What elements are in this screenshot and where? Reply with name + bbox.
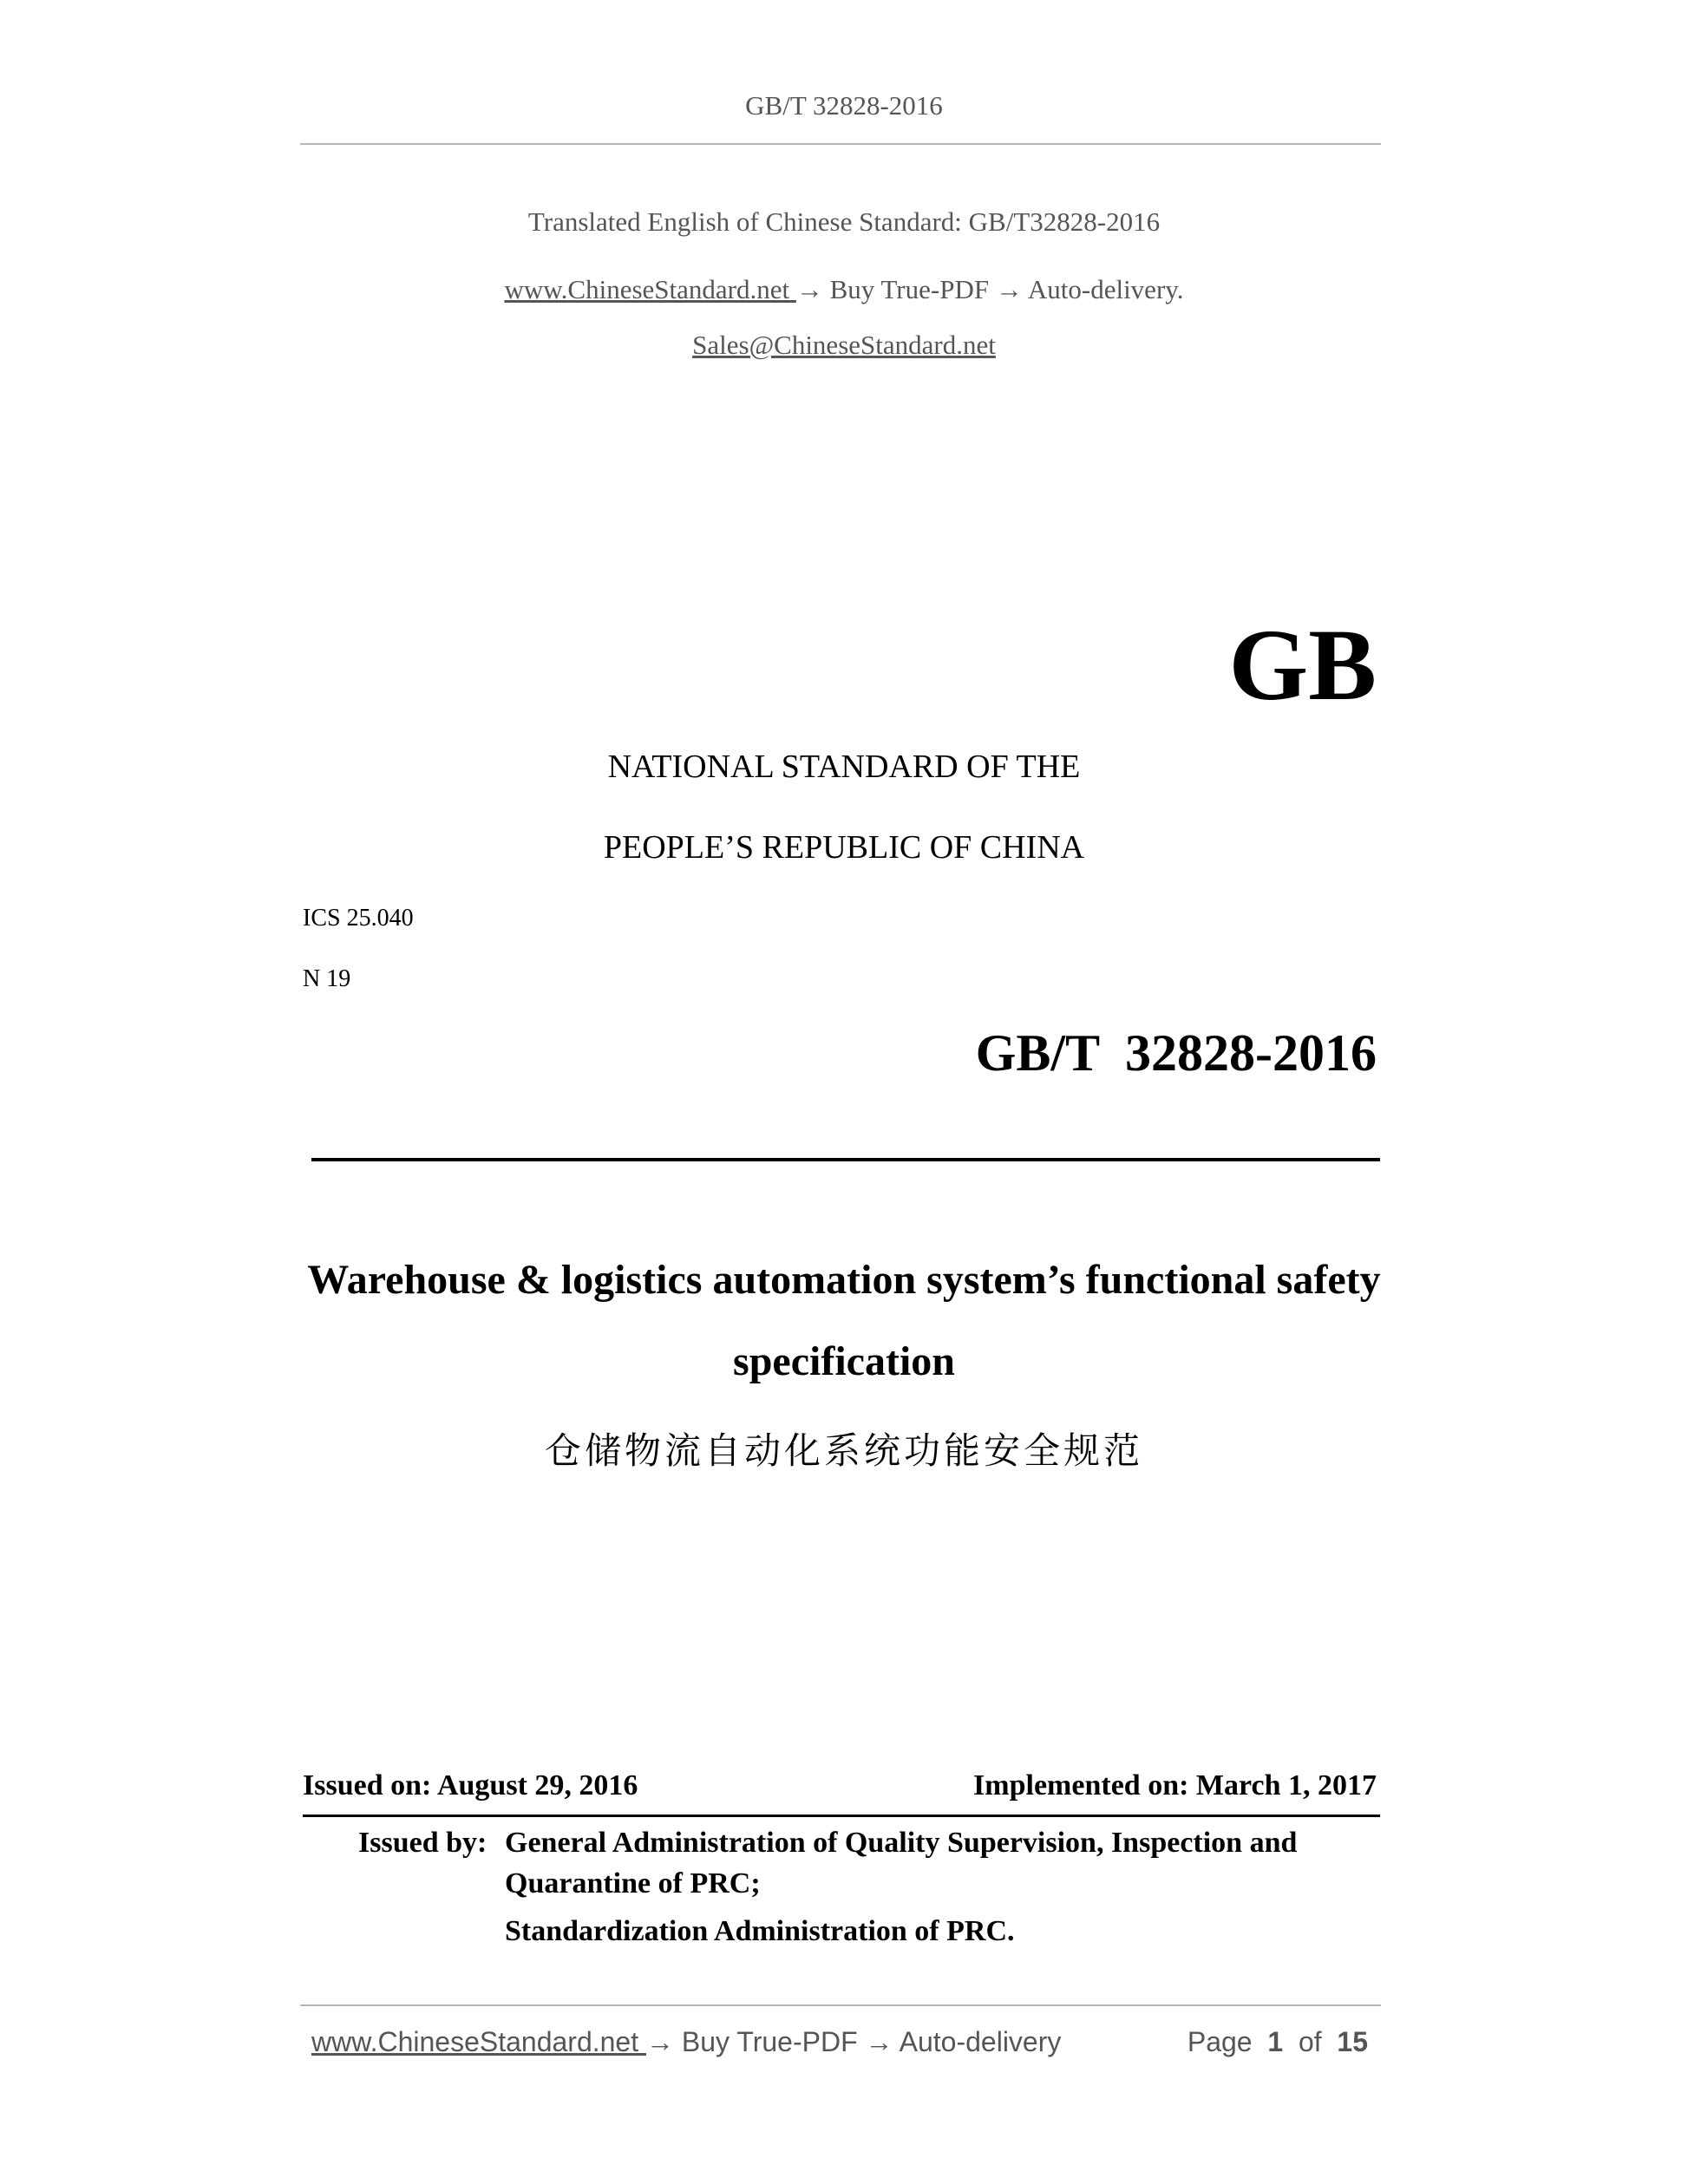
of-label: of xyxy=(1298,2026,1322,2057)
page-current: 1 xyxy=(1267,2026,1284,2057)
footer-site-link[interactable]: www.ChineseStandard.net xyxy=(311,2026,646,2057)
footer-buy-line xyxy=(311,2026,1061,2058)
buy-text: → Buy True-PDF → Auto-delivery. xyxy=(795,274,1184,304)
national-line-2: PEOPLE’S REPUBLIC OF CHINA xyxy=(603,829,1085,866)
title-line-2: specification xyxy=(733,1338,955,1384)
implemented-on: Implemented on: March 1, 2017 xyxy=(973,1769,1377,1801)
email-link[interactable]: Sales@ChineseStandard.net xyxy=(692,330,996,360)
footer-buy-text: → Buy True-PDF → Auto-delivery xyxy=(646,2026,1062,2057)
translated-notice: Translated English of Chinese Standard: GB/T32828-2016 xyxy=(527,206,1161,237)
gb-mark: GB xyxy=(1228,608,1377,722)
issuer-1-line-2: Quarantine of PRC; xyxy=(505,1867,761,1900)
chinese-title: 仓储物流自动化系统功能安全规范 xyxy=(544,1432,1143,1472)
standard-number: GB/T 32828-2016 xyxy=(975,1024,1377,1082)
ics-code: ICS 25.040 xyxy=(303,905,414,932)
buy-line xyxy=(0,274,1688,305)
issuer-2: Standardization Administration of PRC. xyxy=(505,1915,1015,1947)
header-divider xyxy=(300,143,1381,145)
page-label: Page xyxy=(1187,2026,1253,2057)
page-total: 15 xyxy=(1337,2026,1368,2057)
ccs-code: N 19 xyxy=(303,965,351,992)
issuer-1-line-1: General Administration of Quality Supervision, Inspection and xyxy=(505,1827,1298,1859)
issued-by-label: Issued by: xyxy=(358,1827,487,1859)
page-indicator xyxy=(1187,2026,1368,2058)
issued-on: Issued on: August 29, 2016 xyxy=(303,1769,638,1801)
title-line-1: Warehouse & logistics automation system’s functional safety xyxy=(307,1257,1381,1303)
site-link[interactable]: www.ChineseStandard.net xyxy=(504,274,796,304)
email-line xyxy=(0,330,1688,361)
national-line-1: NATIONAL STANDARD OF THE xyxy=(607,749,1081,785)
footer-divider xyxy=(300,2004,1381,2006)
dates-divider xyxy=(303,1815,1380,1817)
running-header: GB/T 32828-2016 xyxy=(745,90,943,121)
title-divider xyxy=(311,1158,1380,1161)
